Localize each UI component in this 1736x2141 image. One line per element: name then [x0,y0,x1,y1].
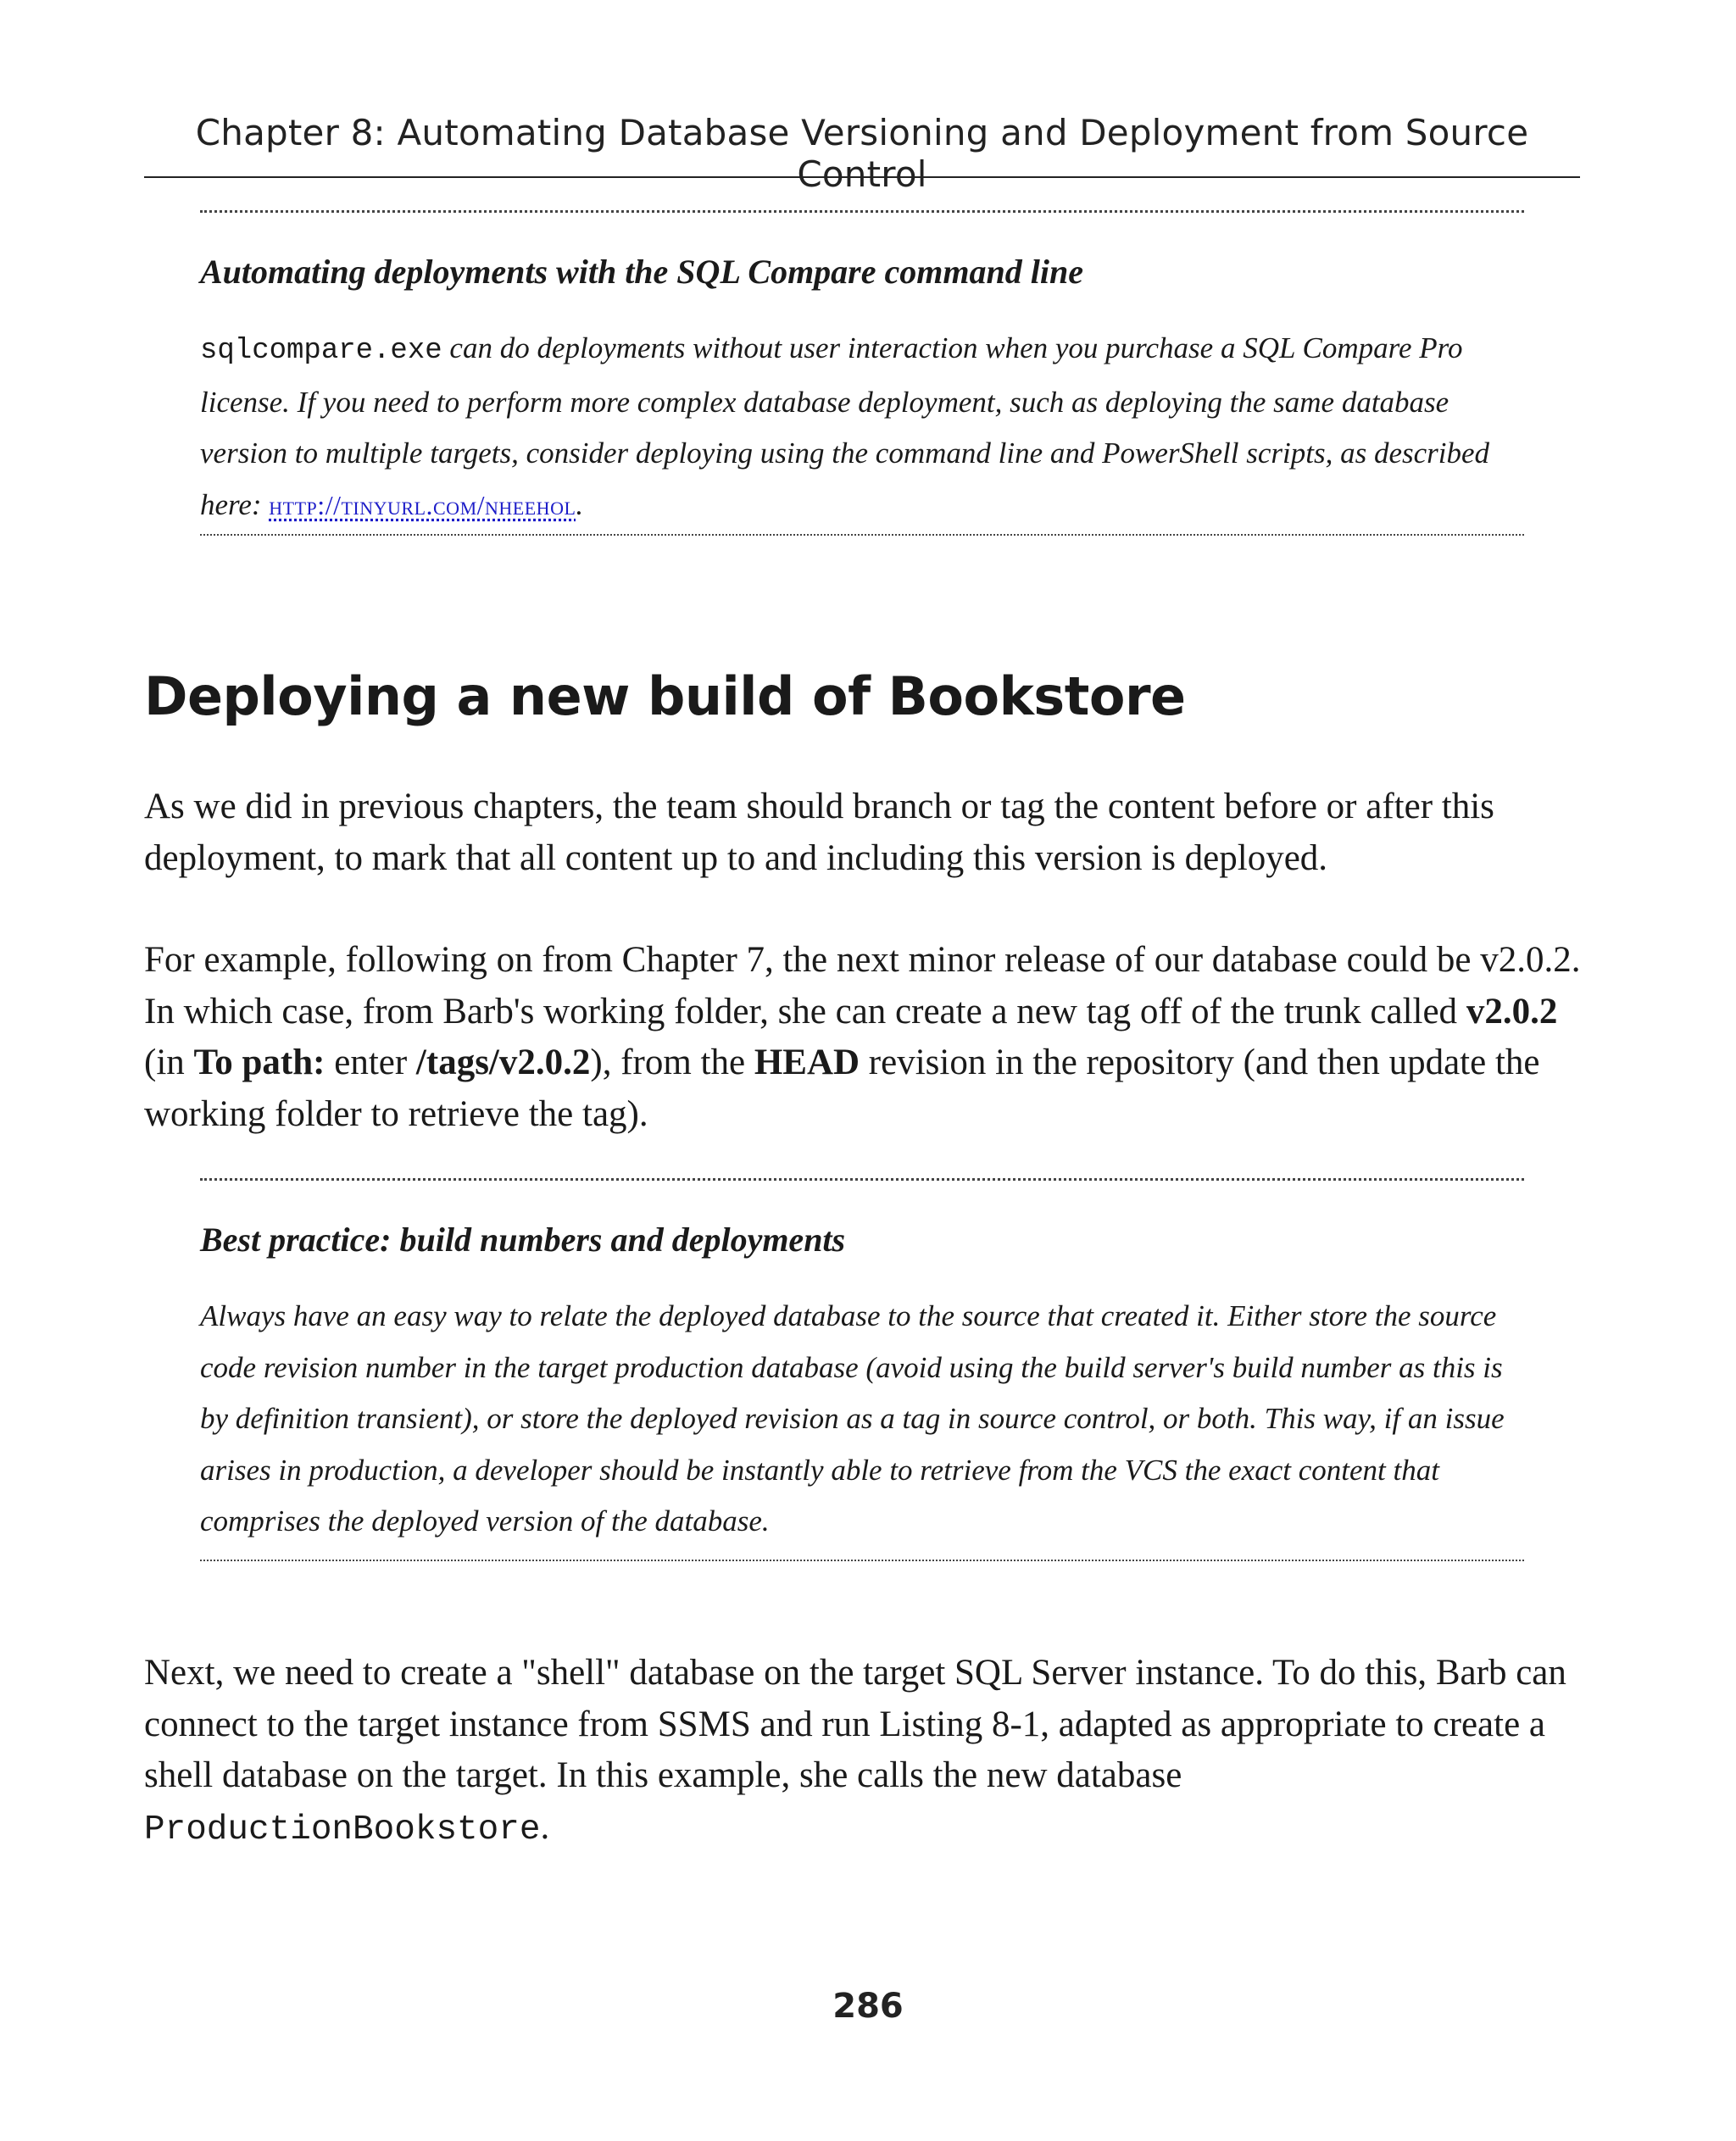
running-header: Chapter 8: Automating Database Versioning and Deployment from Source Control [195,112,1529,195]
inline-code: ProductionBookstore [144,1810,541,1849]
note-box-sql-compare [200,210,1524,536]
section-heading: Deploying a new build of Bookstore [144,665,1186,727]
para-text: (in [144,1043,194,1082]
note-body: Always have an easy way to relate the deployed database to the source that created it. Either store the source code revision number in the target production database (avoid using the build server's build number as this is by definition transient), or store the deployed revision as a tag in source control, or both. This way, if an issue arises in production, a developer should be instantly able to retrieve from the VCS the exact content that comprises the deployed version of the database. [200,1299,1505,1538]
note-text-end: . [576,487,584,521]
body-paragraph-1: As we did in previous chapters, the team should branch or tag the content before or after this deployment, to mark that all content up to and including this version is deployed. [144,787,1494,878]
para-text: enter [325,1043,416,1082]
note-text: can do deployments without user interaction when you purchase a SQL Compare Pro license. If you need to perform more complex database deployment, such as deploying the same database version to multiple targets, consider deploying using the command line and PowerShell scripts, as described here: [200,331,1490,521]
note-box-best-practice [200,1178,1524,1561]
para-text: Next, we need to create a "shell" database on the target SQL Server instance. To do this, Barb can connect to the target instance from SSMS and run Listing 8-1, adapted as appropriate to create a shell database on the target. In this example, she calls the new database [144,1653,1566,1795]
para-bold: HEAD [754,1043,860,1082]
body-paragraph-2 [144,935,1585,1140]
tinyurl-link[interactable]: http://tinyurl.com/nheehol [269,489,576,520]
page-number: 286 [832,1987,904,2026]
para-text: . [540,1806,550,1847]
para-text: revision in the repository (and then update the working folder to retrieve the tag). [144,1043,1540,1134]
para-bold: v2.0.2 [1466,991,1558,1032]
header-rule [144,176,1580,178]
para-text: For example, following on from Chapter 7, the next minor release of our database could be v2.0.2. In which case, from Barb's working folder, she can create a new tag off of the trunk called [144,940,1581,1032]
note-title: Best practice: build numbers and deployments [200,1221,846,1259]
inline-code: sqlcompare.exe [200,335,442,367]
body-paragraph-3 [144,1648,1585,1855]
note-body [200,323,1524,531]
note-title: Automating deployments with the SQL Compare command line [200,253,1083,291]
para-text: ), from the [590,1043,754,1082]
para-bold: /tags/v2.0.2 [415,1043,591,1082]
para-bold: To path: [193,1043,326,1082]
